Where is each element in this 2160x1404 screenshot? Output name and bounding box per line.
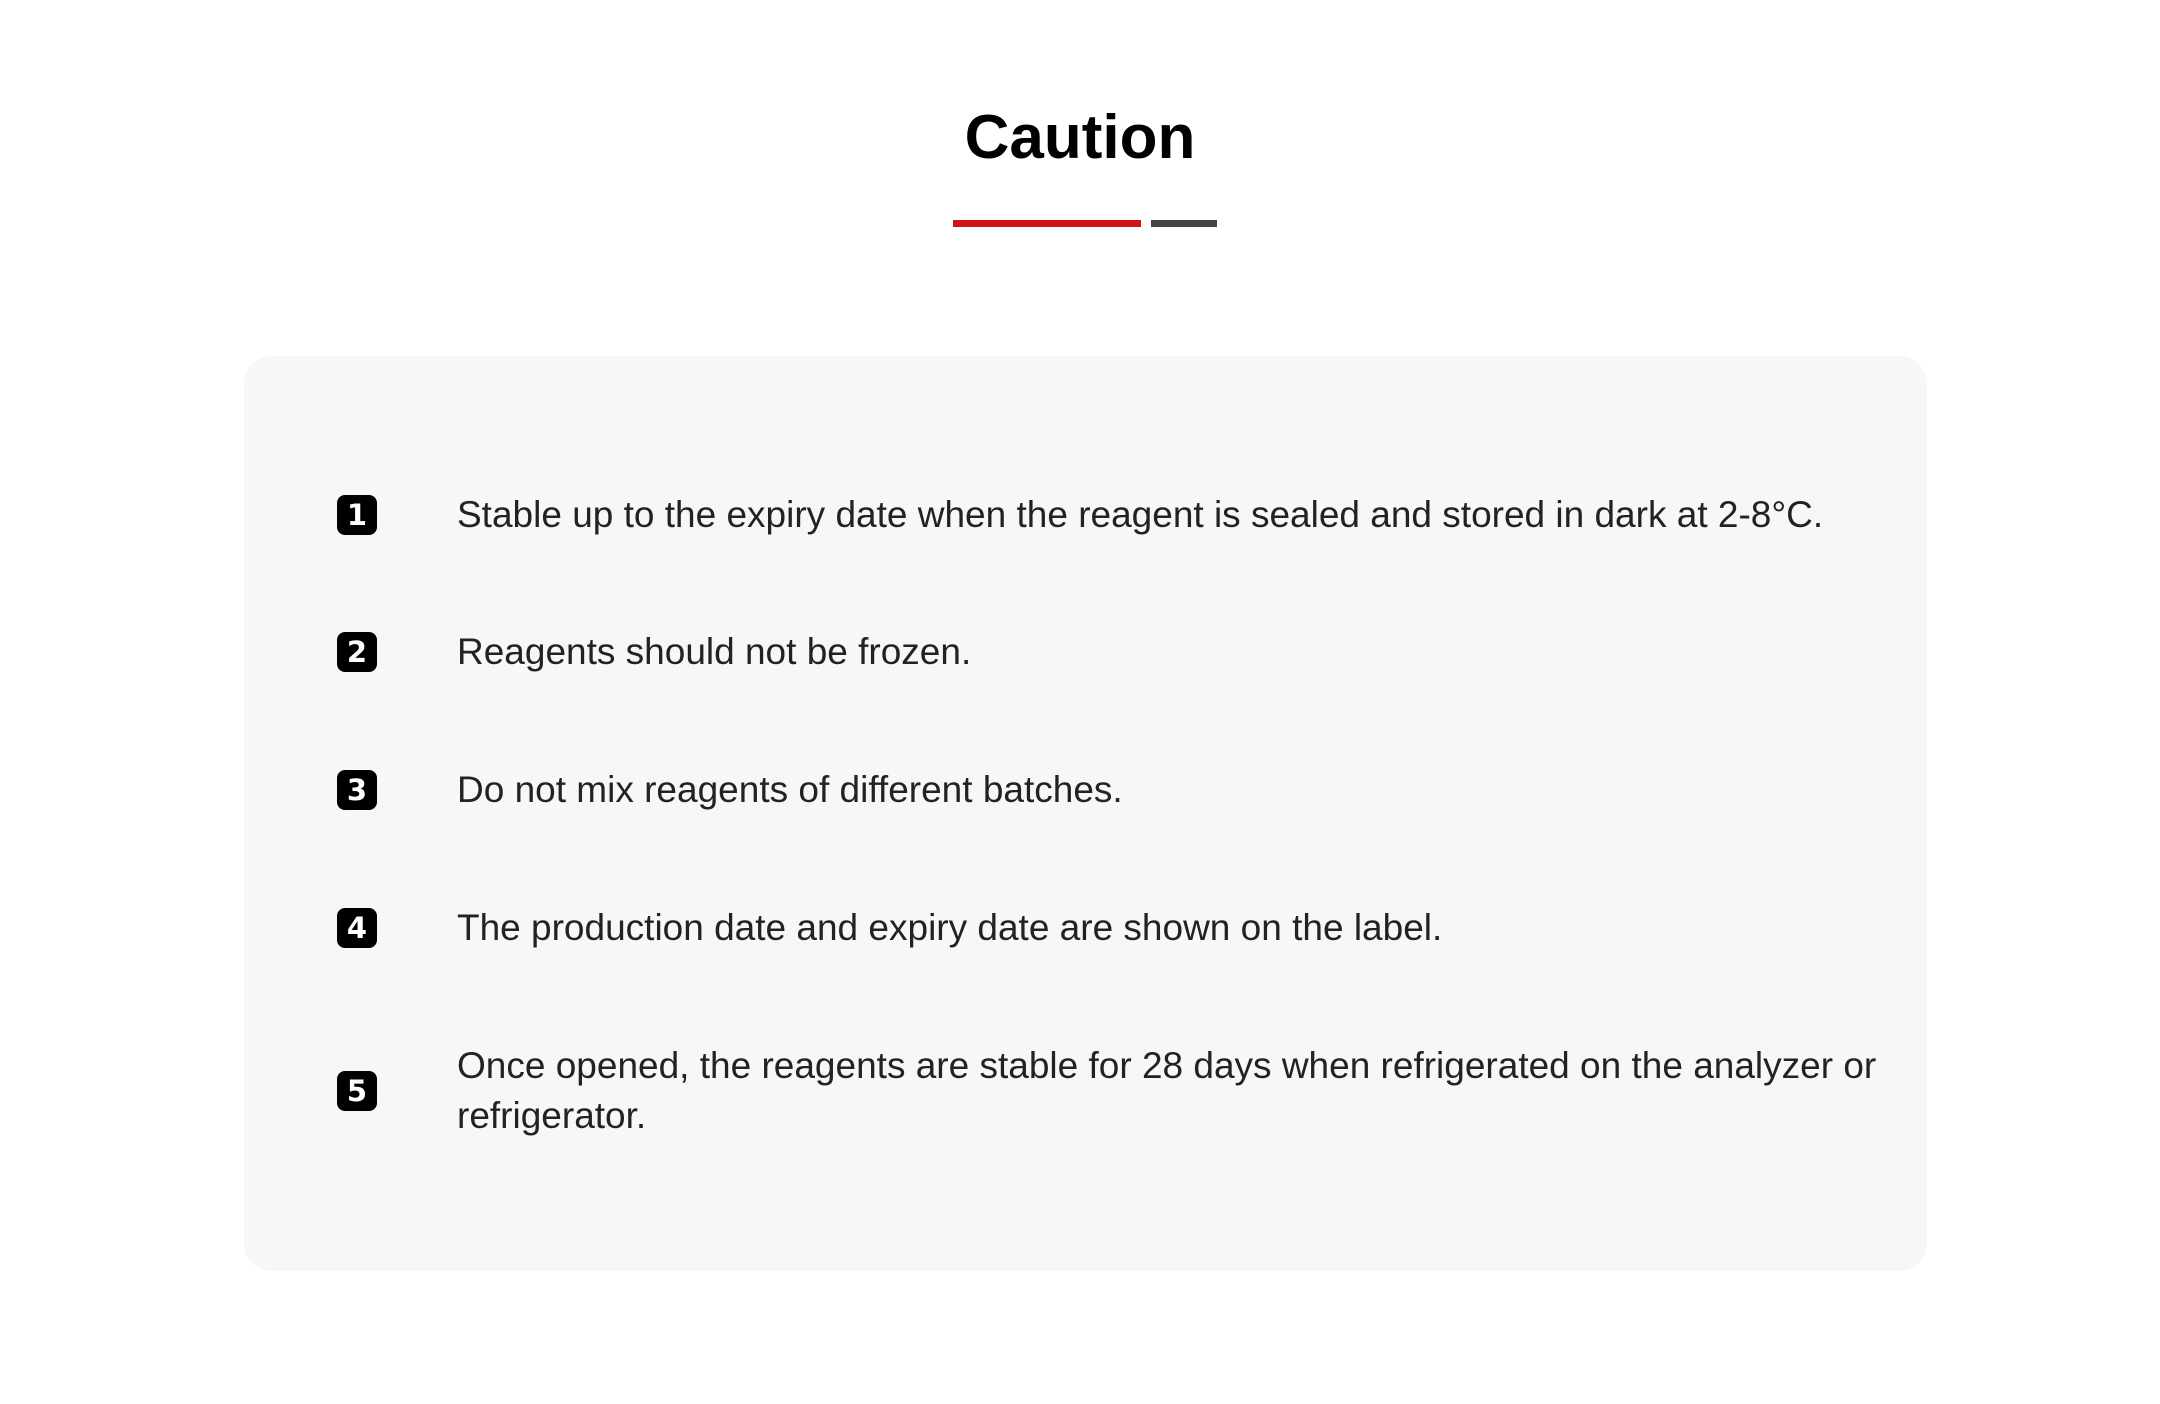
list-item — [337, 903, 1897, 953]
number-badge: 4 — [337, 908, 377, 948]
number-badge: 2 — [337, 632, 377, 672]
list-item — [337, 490, 1897, 540]
list-item — [337, 1041, 1897, 1141]
underline-accent-bar — [953, 220, 1141, 227]
number-badge: 5 — [337, 1071, 377, 1111]
list-item-text: Reagents should not be frozen. — [457, 631, 972, 672]
list-item-text: Stable up to the expiry date when the reagent is sealed and stored in dark at 2-8°C. — [457, 494, 1824, 535]
list-item — [337, 627, 1897, 677]
caution-panel — [244, 356, 1927, 1271]
list-item-text: Once opened, the reagents are stable for 28 days when refrigerated on the analyzer or refrigerator. — [457, 1045, 1877, 1136]
number-badge: 1 — [337, 495, 377, 535]
list-item-text: Do not mix reagents of different batches. — [457, 769, 1123, 810]
page-title: Caution — [964, 103, 1196, 172]
list-item — [337, 765, 1897, 815]
list-item-text: The production date and expiry date are shown on the label. — [457, 907, 1443, 948]
title-underline — [953, 220, 1217, 227]
number-badge: 3 — [337, 770, 377, 810]
underline-secondary-bar — [1151, 220, 1217, 227]
